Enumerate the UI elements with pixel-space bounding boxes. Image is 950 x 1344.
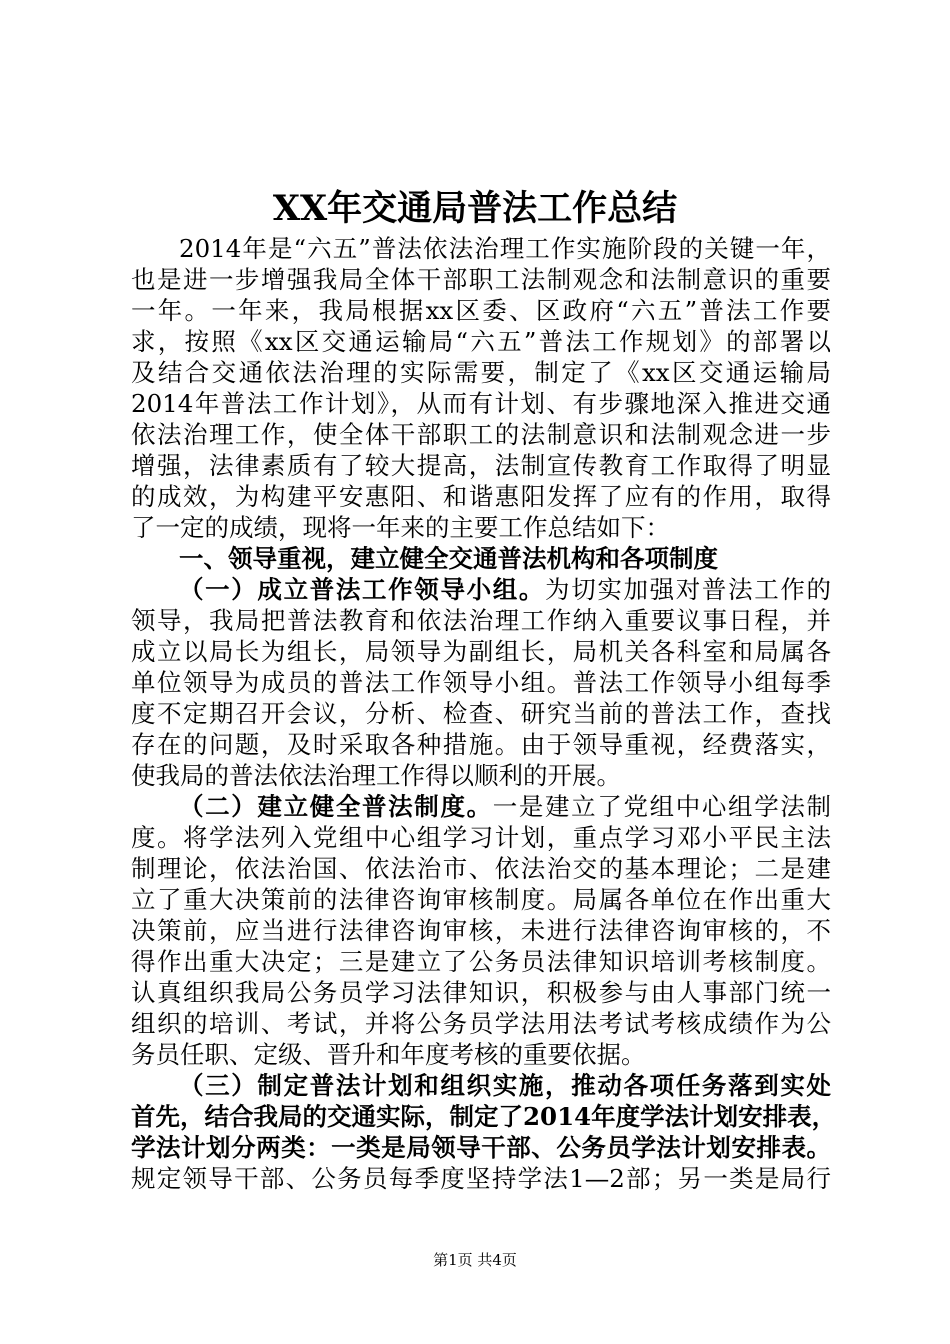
paragraph-line: 度。将学法列入党组中心组学习计划，重点学习邓小平民主法 <box>131 823 831 852</box>
paragraph-line: 首先，结合我局的交通实际，制定了2014年度学法计划安排表， <box>131 1102 837 1131</box>
paragraph-line: 组织的培训、考试，并将公务员学法用法考试考核成绩作为公 <box>131 1009 831 1038</box>
paragraph-line: 立了重大决策前的法律咨询审核制度。局属各单位在作出重大 <box>131 885 831 914</box>
page-footer: 第1页 共4页 <box>433 1251 517 1269</box>
paragraph-line <box>131 791 831 822</box>
paragraph-line: 得作出重大决定；三是建立了公务员法律知识培训考核制度。 <box>131 947 831 976</box>
paragraph-line: 的成效，为构建平安惠阳、和谐惠阳发挥了应有的作用，取得 <box>131 482 831 511</box>
subsection-heading: （三）制定普法计划和组织实施，推动各项任务落到实处 <box>179 1071 831 1100</box>
paragraph-line <box>131 574 831 605</box>
paragraph-line: 2014年普法工作计划》，从而有计划、有步骤地深入推进交通 <box>131 389 831 418</box>
paragraph-line: 单位领导为成员的普法工作领导小组。普法工作领导小组每季 <box>131 668 831 697</box>
paragraph-text: 一是建立了党组中心组学法制 <box>492 792 831 821</box>
paragraph-line: 成立以局长为组长，局领导为副组长，局机关各科室和局属各 <box>131 637 831 666</box>
paragraph-line: 学法计划分两类：一类是局领导干部、公务员学法计划安排表。 <box>131 1133 831 1162</box>
paragraph-line: 增强，法律素质有了较大提高，法制宣传教育工作取得了明显 <box>131 451 831 480</box>
paragraph-line: 存在的问题，及时采取各种措施。由于领导重视，经费落实， <box>131 730 831 759</box>
paragraph-line: 2014年是“六五”普法依法治理工作实施阶段的关键一年， <box>179 234 831 263</box>
paragraph-line: 也是进一步增强我局全体干部职工法制观念和法制意识的重要 <box>131 265 831 294</box>
paragraph-line: 一年。一年来，我局根据xx区委、区政府“六五”普法工作要 <box>131 296 831 325</box>
section-heading: 一、领导重视，建立健全交通普法机构和各项制度 <box>179 544 718 573</box>
paragraph-text: 为切实加强对普法工作的 <box>545 575 832 604</box>
document-body <box>131 233 837 1194</box>
paragraph-line: 务员任职、定级、晋升和年度考核的重要依据。 <box>131 1040 646 1069</box>
paragraph-line: 及结合交通依法治理的实际需要，制定了《xx区交通运输局 <box>131 358 831 387</box>
subsection-heading: （一）成立普法工作领导小组。 <box>179 575 546 604</box>
paragraph-line: 依法治理工作，使全体干部职工的法制意识和法制观念进一步 <box>131 420 831 449</box>
paragraph-line: 求，按照《xx区交通运输局“六五”普法工作规划》的部署以 <box>131 327 831 356</box>
subsection-heading: （二）建立健全普法制度。 <box>179 792 493 821</box>
paragraph-line: 了一定的成绩，现将一年来的主要工作总结如下： <box>131 513 670 542</box>
paragraph-line: 度不定期召开会议，分析、检查、研究当前的普法工作，查找 <box>131 699 831 728</box>
paragraph-line: 使我局的普法依法治理工作得以顺利的开展。 <box>131 761 621 790</box>
paragraph-line: 领导，我局把普法教育和依法治理工作纳入重要议事日程，并 <box>131 606 831 635</box>
document-title: XX年交通局普法工作总结 <box>272 188 678 229</box>
paragraph-line: 制理论，依法治国、依法治市、依法治交的基本理论；二是建 <box>131 854 831 883</box>
paragraph-line: 规定领导干部、公务员每季度坚持学法1—2部；另一类是局行 <box>131 1164 831 1193</box>
paragraph-line: 认真组织我局公务员学习法律知识，积极参与由人事部门统一 <box>131 978 831 1007</box>
paragraph-line: 决策前，应当进行法律咨询审核，未进行法律咨询审核的，不 <box>131 916 831 945</box>
